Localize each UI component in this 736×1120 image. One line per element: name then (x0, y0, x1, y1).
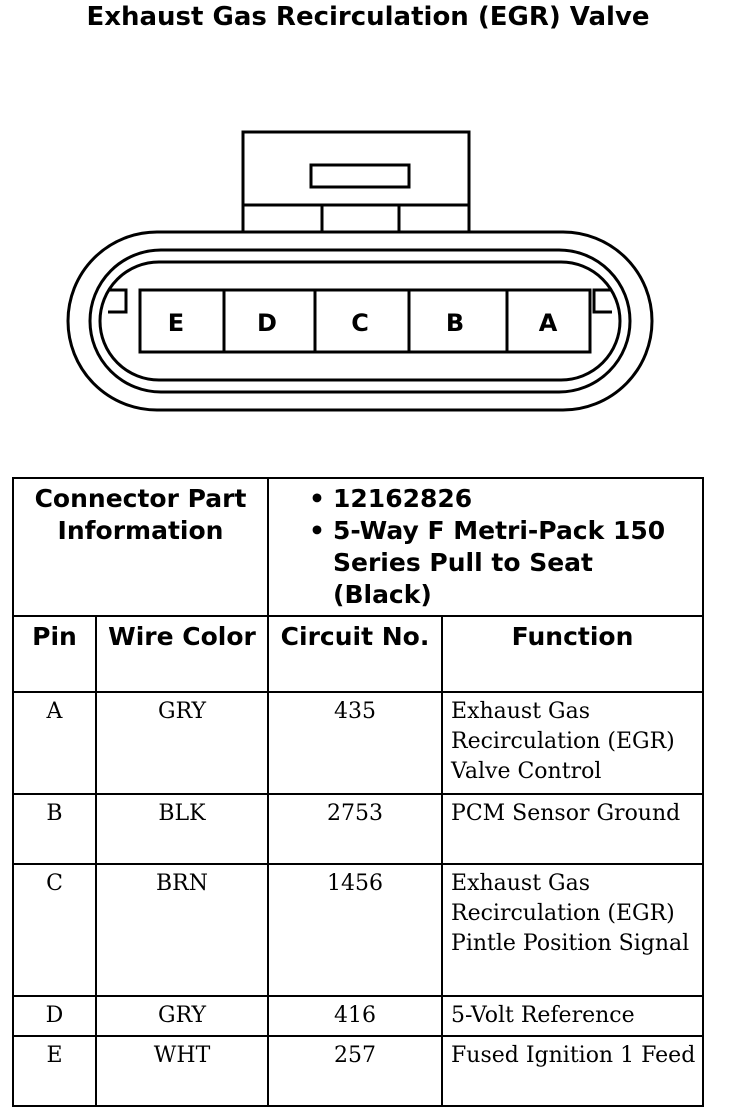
part-number: • 12162826 (309, 483, 696, 515)
part-info-row (13, 478, 703, 616)
cavity-label-b: B (445, 309, 465, 337)
connector-diagram (0, 0, 736, 440)
circuit-cell: 1456 (268, 864, 442, 996)
cavity-label-a: A (538, 309, 558, 337)
table-row (13, 864, 703, 996)
circuit-cell: 435 (268, 692, 442, 794)
table-row (13, 692, 703, 794)
wire-color-cell: GRY (96, 692, 268, 794)
wire-color-cell: BLK (96, 794, 268, 864)
col-header-circuit-no: Circuit No. (268, 616, 442, 692)
table-row (13, 1036, 703, 1106)
pin-cell: C (13, 864, 96, 996)
col-header-wire-color: Wire Color (96, 616, 268, 692)
cavity-label-c: C (351, 309, 369, 337)
function-cell: Exhaust Gas Recirculation (EGR) Valve Control (442, 692, 703, 794)
pin-cell: D (13, 996, 96, 1036)
circuit-cell: 257 (268, 1036, 442, 1106)
circuit-cell: 416 (268, 996, 442, 1036)
column-header-row (13, 616, 703, 692)
wire-color-cell: GRY (96, 996, 268, 1036)
part-description: • 5-Way F Metri-Pack 150 Series Pull to Seat (Black) (309, 515, 696, 611)
function-cell: PCM Sensor Ground (442, 794, 703, 864)
col-header-pin: Pin (13, 616, 96, 692)
cavity-label-d: D (257, 309, 277, 337)
cavity-label-e: E (167, 309, 185, 337)
wire-color-cell: WHT (96, 1036, 268, 1106)
pin-cell: A (13, 692, 96, 794)
part-info-label: Connector Part Information (13, 478, 268, 616)
wire-color-cell: BRN (96, 864, 268, 996)
table-row (13, 996, 703, 1036)
function-cell: Exhaust Gas Recirculation (EGR) Pintle Position Signal (442, 864, 703, 996)
pin-cell: E (13, 1036, 96, 1106)
connector-info-table (12, 477, 704, 1107)
table-row (13, 794, 703, 864)
part-info-list-cell (268, 478, 703, 616)
connector-lock-tab (243, 132, 469, 232)
page-title: Exhaust Gas Recirculation (EGR) Valve (86, 2, 650, 32)
circuit-cell: 2753 (268, 794, 442, 864)
function-cell: Fused Ignition 1 Feed (442, 1036, 703, 1106)
function-cell: 5-Volt Reference (442, 996, 703, 1036)
col-header-function: Function (442, 616, 703, 692)
pin-cell: B (13, 794, 96, 864)
